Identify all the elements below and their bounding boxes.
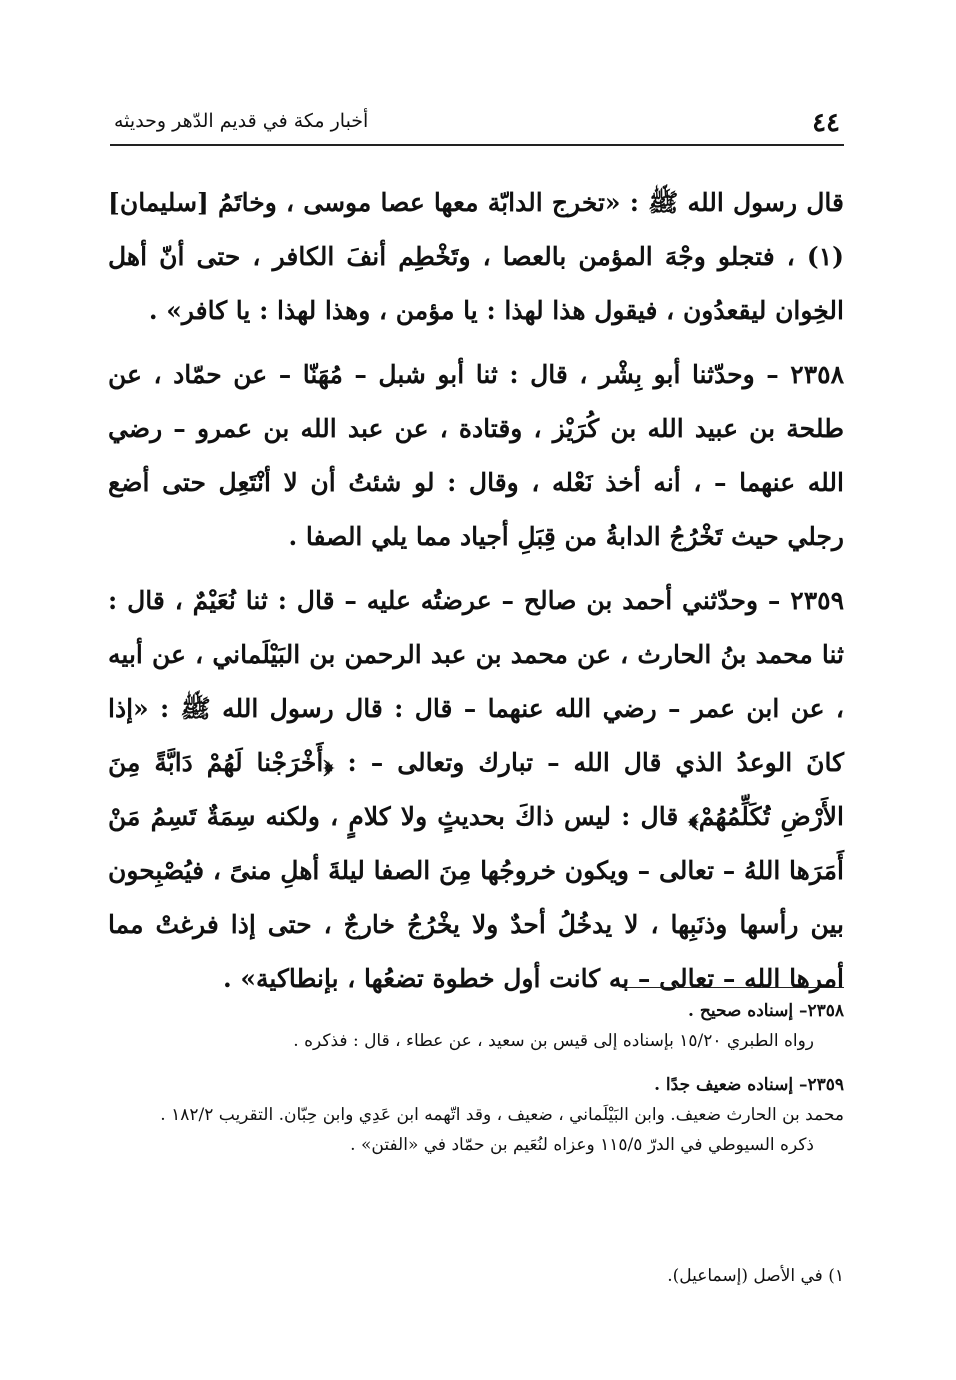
note-heading: ٢٣٥٨– إسناده صحيح . <box>688 1001 844 1021</box>
page-number: ٤٤ <box>812 108 840 138</box>
original-footnote: ١) في الأصل (إسماعيل). <box>667 1266 844 1286</box>
note-2359 <box>108 1070 844 1160</box>
note-line: محمد بن الحارث ضعيف. وابن البَيْلَماني ، ضعيف ، وقد اتّهمه ابن عَدِي وابن حِبّان. التقريب ١٨٢/٢ . <box>160 1105 844 1125</box>
note-heading: ٢٣٥٩– إسناده ضعيف جدًا . <box>654 1075 844 1095</box>
paragraph-2358: ٢٣٥٨ – وحدّثنا أبو بِشْر ، قال : ثنا أبو شبل – مُهَنّا – عن حمّاد ، عن طلحة بن عبيد الله بن كُرَيْز ، وقتادة ، عن عبد الله بن عمرو – رضي الله عنهما – ، أنه أخذ نَعْله ، وقال : لو شئتُ أن لا أنْتَعِل حتى أضع رجلي حيث تَخْرُجُ الدابةُ من قِبَلِ أجياد مما يلي الصفا . <box>108 360 844 551</box>
main-text <box>108 176 844 1016</box>
note-line: رواه الطبري ١٥/٢٠ بإسناده إلى قيس بن سعيد ، عن عطاء ، قال : فذكره . <box>293 1031 814 1051</box>
footnote-divider <box>622 987 844 988</box>
paragraph-hadith-intro: قال رسول الله ﷺ : «تخرج الدابّة معها عصا موسى ، وخاتَمُ [سليمان](١) ، فتجلو وجْهَ المؤمن بالعصا ، وتَخْطِم أنفَ الكافر ، حتى أنّ أهل الخِوان ليقعدُون ، فيقول هذا لهذا : يا مؤمن ، وهذا لهذا : يا كافر» . <box>108 188 844 325</box>
note-line: ذكره السيوطي في الدرّ ١١٥/٥ وعزاه لنُعَيم بن حمّاد في «الفتن» . <box>350 1135 814 1155</box>
editor-notes <box>108 996 844 1174</box>
running-title: أخبار مكة في قديم الدّهر وحديثه <box>114 110 369 132</box>
page-header <box>110 106 844 146</box>
note-2358 <box>108 996 844 1056</box>
paragraph-2359: ٢٣٥٩ – وحدّثني أحمد بن صالح – عرضتُه عليه – قال : ثنا نُعَيْمٌ ، قال : ثنا محمد بنُ الحارث ، عن محمد بن عبد الرحمن بن البَيْلَماني ، عن أبيه ، عن ابن عمر – رضي الله عنهما – قال : قال رسول الله ﷺ : «إذا كانَ الوعدُ الذي قال الله – تبارك وتعالى – : ﴿أَخْرَجْنا لَهُمْ دَابَّةً مِنَ الأَرْضِ تُكَلِّمُهُمْ﴾ قال : ليس ذاكَ بحديثٍ ولا كلامٍ ، ولكنه سِمَةٌ تَسِمُ مَنْ أَمَرَها اللهُ – تعالى – ويكون خروجُها مِنَ الصفا ليلةَ أهلِ منىً ، فيُصْبِحون بين رأسها وذنَبِها ، لا يدخُلُ أحدٌ ولا يخْرُجُ خارجٌ ، حتى إذا فرغتْ مما أمرها الله – تعالى – به كانت أول خطوة تضعُها ، بإنطاكية» . <box>108 586 844 993</box>
